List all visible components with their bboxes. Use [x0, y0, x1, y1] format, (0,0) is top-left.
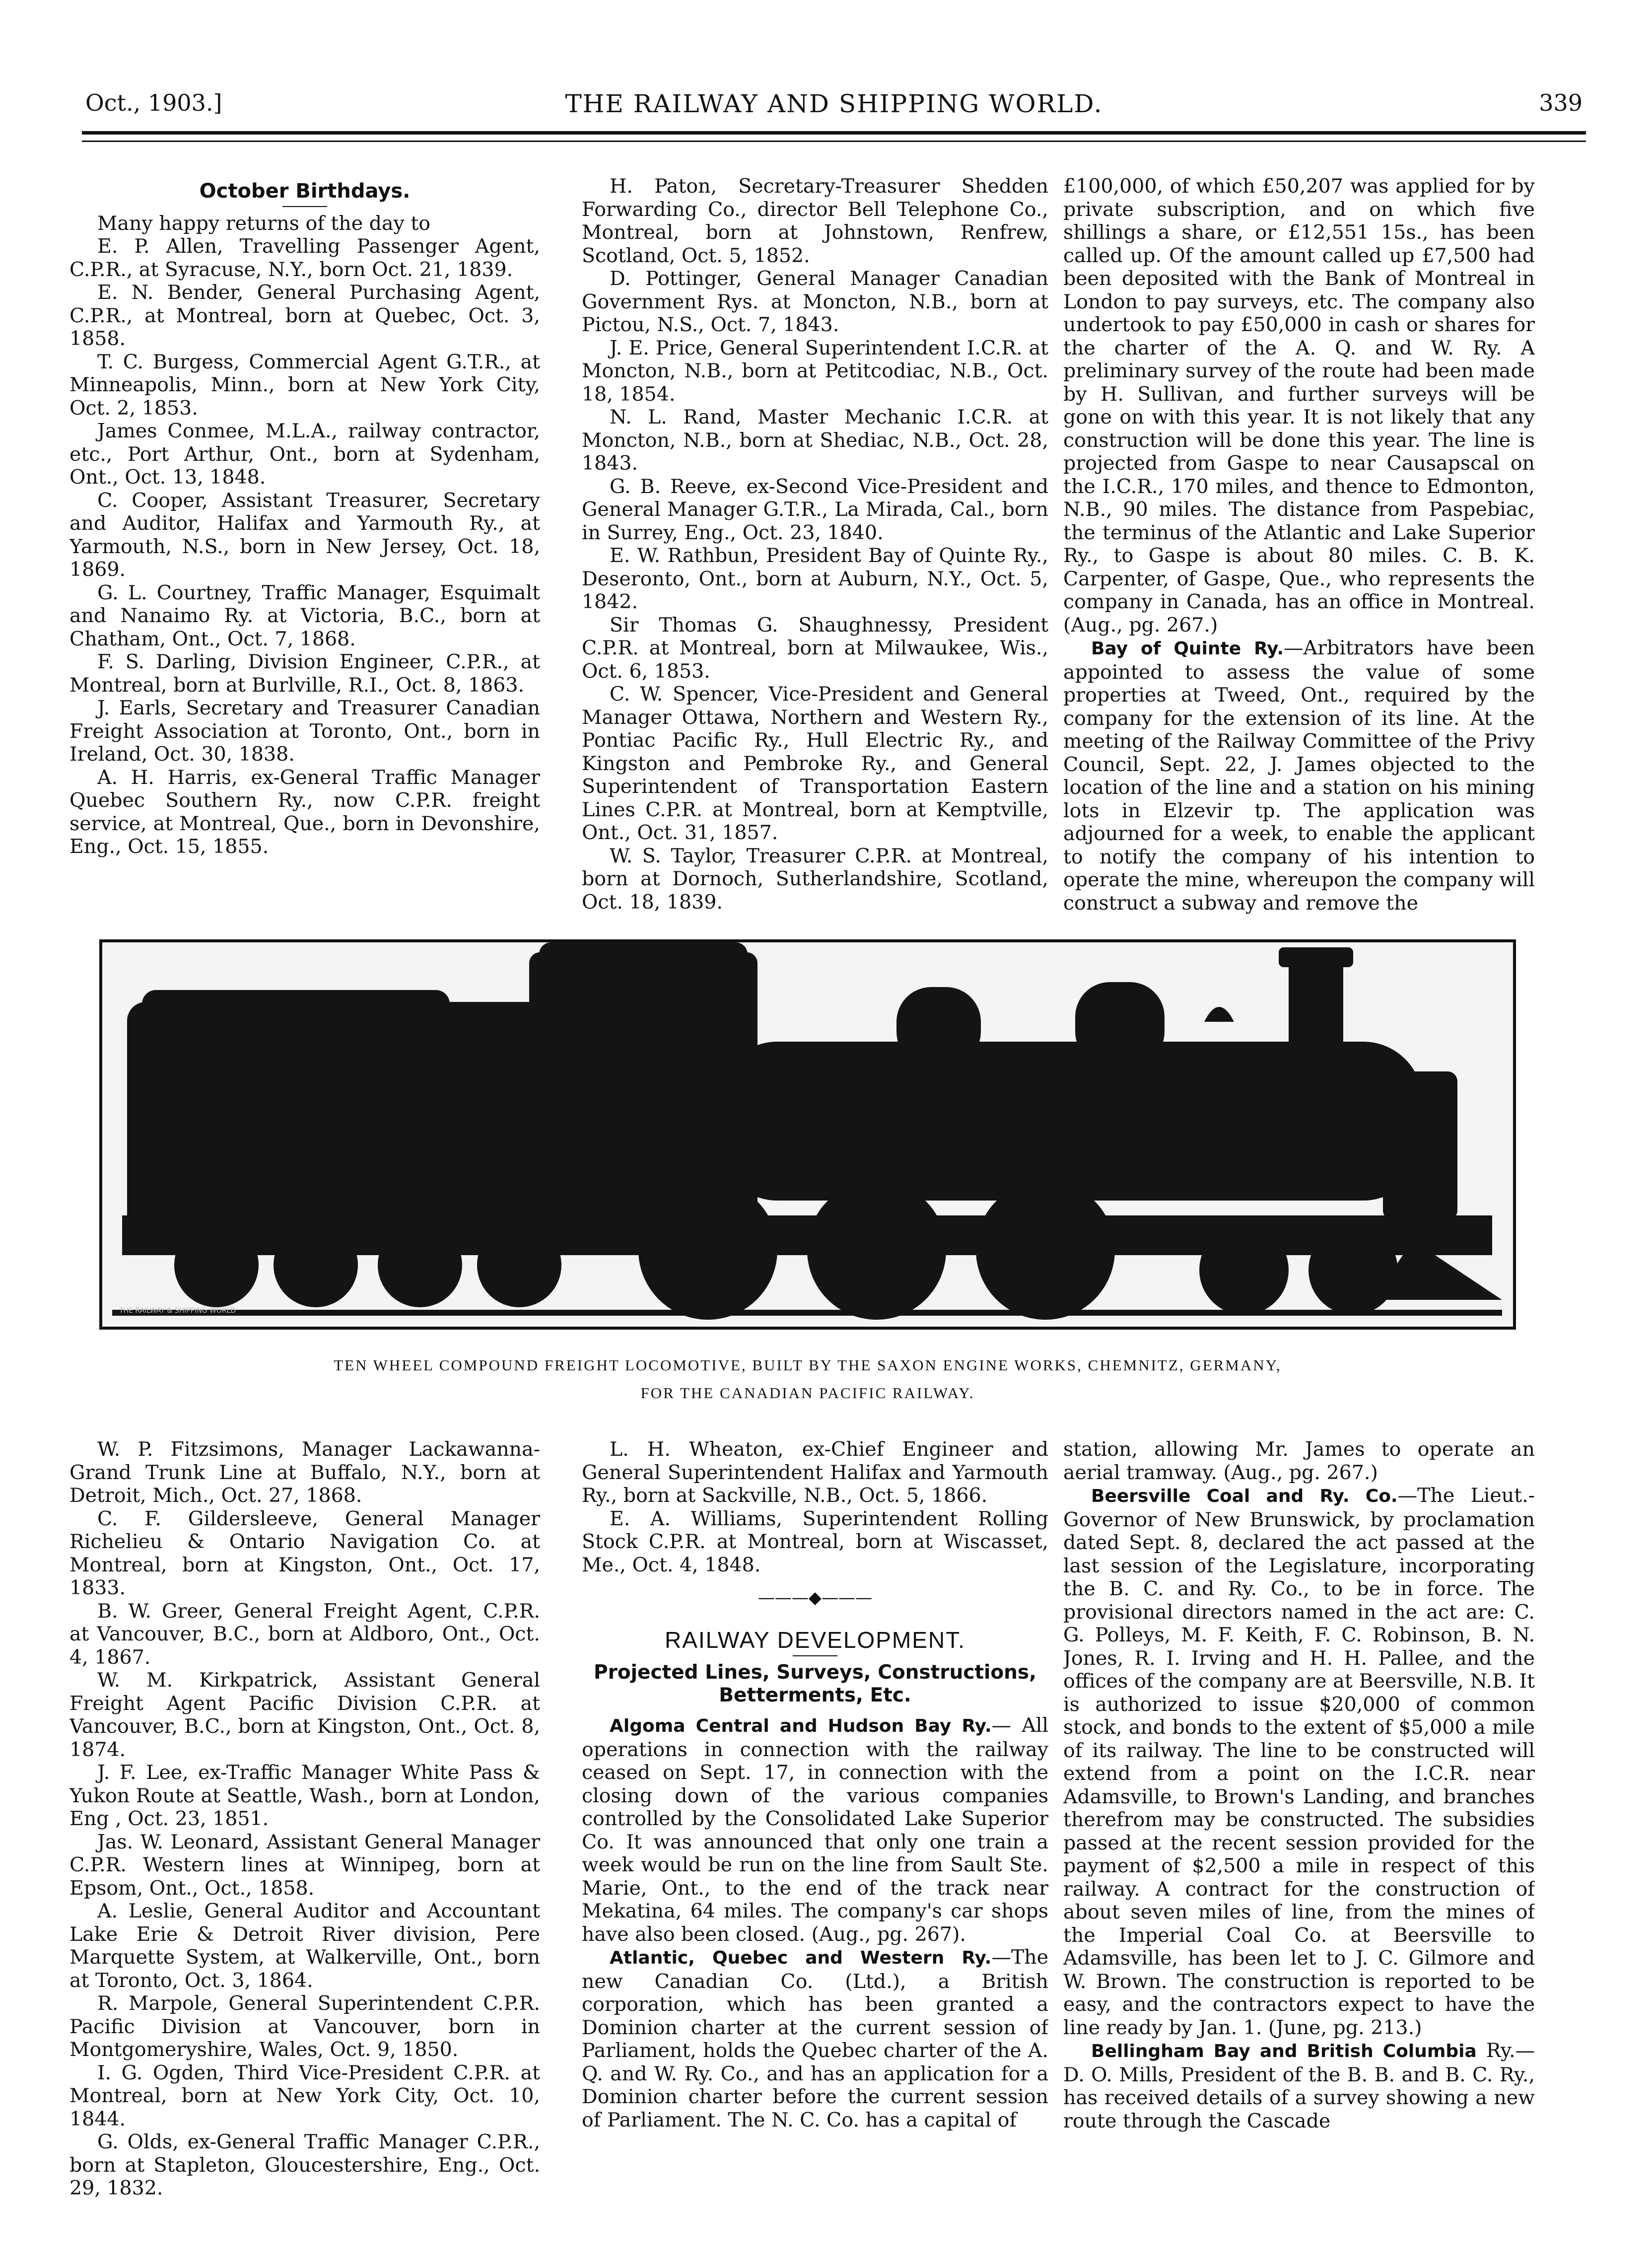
title-rule	[793, 1655, 837, 1656]
section-ornament: ———◆———	[757, 1588, 873, 1608]
algoma-item	[582, 1714, 1048, 1946]
bottom-column-3	[1063, 1438, 1535, 2247]
birthday-entry: W. M. Kirkpatrick, Assistant General Freight Agent Pacific Division C.P.R. at Vancouver, B.C., born at Kingston, Ont., Oct. 8, 1874.	[69, 1669, 540, 1761]
birthday-entry: James Conmee, M.L.A., railway contractor, etc., Port Arthur, Ont., born at Sydenham, Ont., Oct. 13, 1848.	[69, 420, 540, 489]
locomotive-illustration	[99, 939, 1516, 1330]
birthday-entry: C. Cooper, Assistant Treasurer, Secretary and Auditor, Halifax and Yarmouth Ry., at Yarmouth, N.S., born in New Jersey, Oct. 18, 1869.	[69, 489, 540, 581]
birthday-entry: W. P. Fitzsimons, Manager Lackawanna-Grand Trunk Line at Buffalo, N.Y., born at Detroit, Mich., Oct. 27, 1868.	[69, 1438, 540, 1507]
issue-date: Oct., 1903.]	[85, 89, 222, 116]
birthday-entry: H. Paton, Secretary-Treasurer Shedden Forwarding Co., director Bell Telephone Co., Montreal, born at Johnstown, Renfrew, Scotland, Oct. 5, 1852.	[582, 175, 1048, 267]
continued-paragraph: £100,000, of which £50,207 was applied for by private subscription, and on which five shillings a share, or £12,551 15s., has been called up. Of the amount called up £7,500 had been deposited with the Bank of Montreal in London to pay surveys, etc. The company also undertook to pay £50,000 in cash or shares for the charter of the A. Q. and W. Ry. A preliminary survey of the route had been made by H. Sullivan, and further surveys will be gone on with this year. It is not likely that any construction will be done this year. The line is projected from Gaspe to near Causapscal on the I.C.R., 170 miles, and thence to Edmonton, N.B., 90 miles. The distance from Paspebiac, the terminus of the Atlantic and Lake Superior Ry., to Gaspe is about 80 miles. C. B. K. Carpenter, of Gaspe, Que., who represents the company in Canada, has an office in Montreal. (Aug., pg. 267.)	[1063, 175, 1535, 637]
journal-title: THE RAILWAY AND SHIPPING WORLD.	[565, 89, 1103, 118]
figure-caption	[99, 1351, 1516, 1407]
top-column-2	[582, 175, 1048, 937]
birthday-entry: E. N. Bender, General Purchasing Agent, C.P.R., at Montreal, born at Quebec, Oct. 3, 1858.	[69, 281, 540, 350]
atlantic-item	[582, 1946, 1048, 2131]
item-text: — All operations in connection with the railway ceased on Sept. 17, in connection with the closing down of the various companies controlled by the Consolidated Lake Superior Co. It was announced that only one train a week would be run on the line from Sault Ste. Marie, Ont., to the end of the track near Mekatina, 64 miles. The company's car shops have also been closed. (Aug., pg. 267).	[582, 1714, 1048, 1946]
birthdays-title: October Birthdays.	[199, 180, 411, 203]
birthday-entry: J. E. Price, General Superintendent I.C.R. at Moncton, N.B., born at Petitcodiac, N.B., Oct. 18, 1854.	[582, 336, 1048, 406]
birthday-entry: F. S. Darling, Division Engineer, C.P.R., at Montreal, born at Burlville, R.I., Oct. 8, 1863.	[69, 650, 540, 697]
birthday-entry: A. H. Harris, ex-General Traffic Manager Quebec Southern Ry., now C.P.R. freight service, at Montreal, Que., born in Devonshire, Eng., Oct. 15, 1855.	[69, 766, 540, 858]
birthday-entry: W. S. Taylor, Treasurer C.P.R. at Montreal, born at Dornoch, Sutherlandshire, Scotland, Oct. 18, 1839.	[582, 844, 1048, 914]
birthday-entry: R. Marpole, General Superintendent C.P.R. Pacific Division at Vancouver, born in Montgomeryshire, Wales, Oct. 9, 1850.	[69, 1992, 540, 2061]
caption-line-2: FOR THE CANADIAN PACIFIC RAILWAY.	[640, 1384, 975, 1402]
birthday-entry: Sir Thomas G. Shaughnessy, President C.P.R. at Montreal, born at Milwaukee, Wis., Oct. 6, 1853.	[582, 613, 1048, 683]
title-rule	[282, 206, 327, 207]
birthday-entry: C. F. Gildersleeve, General Manager Richelieu & Ontario Navigation Co. at Montreal, born at Kingston, Ont., Oct. 17, 1833.	[69, 1507, 540, 1599]
bottom-column-2	[582, 1438, 1048, 2247]
birthday-entry: E. W. Rathbun, President Bay of Quinte Ry., Deseronto, Ont., born at Auburn, N.Y., Oct. 5, 1842.	[582, 544, 1048, 613]
birthdays-intro: Many happy returns of the day to	[97, 212, 431, 235]
locomotive-silhouette	[102, 942, 1513, 1327]
birthday-entry: A. Leslie, General Auditor and Accountant Lake Erie & Detroit River division, Pere Marquette System, at Walkerville, Ont., born at Toronto, Oct. 3, 1864.	[69, 1900, 540, 1992]
birthday-entry: Jas. W. Leonard, Assistant General Manager C.P.R. Western lines at Winnipeg, born at Epsom, Ont., Oct., 1858.	[69, 1830, 540, 1900]
item-lead: Bellingham Bay and British Columbia	[1091, 2041, 1477, 2061]
item-text: —The new Canadian Co. (Ltd.), a British corporation, which has been granted a Dominion charter at the current session of Parliament, holds the Quebec charter of the A. Q. and W. Ry. Co., and has an application for a Dominion charter before the current session of Parliament. The N. C. Co. has a capital of	[582, 1946, 1048, 2131]
birthday-entry: N. L. Rand, Master Mechanic I.C.R. at Moncton, N.B., born at Shediac, N.B., Oct. 28, 1843.	[582, 406, 1048, 475]
birthday-entry: E. P. Allen, Travelling Passenger Agent, C.P.R., at Syracuse, N.Y., born Oct. 21, 1839.	[69, 235, 540, 281]
birthday-entry: B. W. Greer, General Freight Agent, C.P.R. at Vancouver, B.C., born at Aldboro, Ont., Oct. 4, 1867.	[69, 1599, 540, 1669]
birthday-entry: T. C. Burgess, Commercial Agent G.T.R., at Minneapolis, Minn., born at New York City, Oct. 2, 1853.	[69, 350, 540, 420]
illustration-credit: THE RAILWAY & SHIPPING WORLD	[119, 1307, 236, 1315]
item-lead: Beersville Coal and Ry. Co.	[1091, 1486, 1398, 1506]
development-title: RAILWAY DEVELOPMENT.	[665, 1627, 965, 1653]
header-rule-thin	[82, 141, 1586, 142]
birthday-entry: G. L. Courtney, Traffic Manager, Esquimalt and Nanaimo Ry. at Victoria, B.C., born at Chatham, Ont., Oct. 7, 1868.	[69, 581, 540, 650]
page-header	[85, 74, 1583, 124]
birthday-entry: I. G. Ogden, Third Vice-President C.P.R. at Montreal, born at New York City, Oct. 10, 1844.	[69, 2061, 540, 2130]
bay-of-quinte-item	[1063, 637, 1535, 915]
birthday-entry: G. Olds, ex-General Traffic Manager C.P.R., born at Stapleton, Gloucestershire, Eng., Oct. 29, 1832.	[69, 2130, 540, 2199]
item-lead: Algoma Central and Hudson Bay Ry.	[610, 1716, 992, 1736]
item-lead: Bay of Quinte Ry.	[1091, 638, 1284, 659]
header-rule-thick	[82, 131, 1586, 135]
birthday-entry: J. Earls, Secretary and Treasurer Canadian Freight Association at Toronto, Ont., born in Ireland, Oct. 30, 1838.	[69, 697, 540, 766]
development-subtitle: Projected Lines, Surveys, Constructions, Betterments, Etc.	[594, 1661, 1036, 1706]
beersville-item	[1063, 1484, 1535, 2039]
item-text: —The Lieut.-Governor of New Brunswick, by proclamation dated Sept. 8, declared the act passed at the last session of the Legislature, incorporating the B. C. and Ry. Co., to be in force. The provisional directors named in the act are: C. G. Polleys, M. F. Keith, F. C. Robinson, B. N. Jones, R. I. Irving and H. H. Pallee, and the offices of the company are at Beersville, N.B. It is authorized to issue $20,000 of common stock, and bonds to the extent of $5,000 a mile of its railway. The line to be constructed will extend from a point on the I.C.R. near Adamsville, to Brown's Landing, and branches therefrom may be constructed. The subsidies passed at the recent session provided for the payment of $2,500 a mile in respect of this railway. A contract for the construction of about seven miles of line, from the mines of the Imperial Coal Co. at Beersville to Adamsville, has been let to J. C. Gilmore and W. Brown. The construction is reported to be easy, and the contractors expect to have the line ready by Jan. 1. (June, pg. 213.)	[1063, 1484, 1535, 2039]
birthday-entry: C. W. Spencer, Vice-President and General Manager Ottawa, Northern and Western Ry., Pontiac Pacific Ry., Hull Electric Ry., and Kingston and Pembroke Ry., and General Superintendent of Transportation Eastern Lines C.P.R. at Montreal, born at Kemptville, Ont., Oct. 31, 1857.	[582, 683, 1048, 844]
item-lead: Atlantic, Quebec and Western Ry.	[610, 1948, 992, 1968]
birthday-entry: L. H. Wheaton, ex-Chief Engineer and General Superintendent Halifax and Yarmouth Ry., born at Sackville, N.B., Oct. 5, 1866.	[582, 1438, 1048, 1507]
bellingham-item	[1063, 2039, 1535, 2132]
caption-line-1: TEN WHEEL COMPOUND FREIGHT LOCOMOTIVE, BUILT BY THE SAXON ENGINE WORKS, CHEMNITZ, GERMANY,	[334, 1356, 1282, 1374]
birthday-entry: J. F. Lee, ex-Traffic Manager White Pass & Yukon Route at Seattle, Wash., born at London, Eng , Oct. 23, 1851.	[69, 1761, 540, 1830]
birthday-entry: D. Pottinger, General Manager Canadian Government Rys. at Moncton, N.B., born at Pictou, N.S., Oct. 7, 1843.	[582, 267, 1048, 336]
page-number: 339	[1539, 89, 1583, 116]
birthday-entry: G. B. Reeve, ex-Second Vice-President and General Manager G.T.R., La Mirada, Cal., born in Surrey, Eng., Oct. 23, 1840.	[582, 475, 1048, 544]
birthday-entry: E. A. Williams, Superintendent Rolling Stock C.P.R. at Montreal, born at Wiscasset, Me., Oct. 4, 1848.	[582, 1507, 1048, 1576]
top-column-3	[1063, 175, 1535, 937]
item-text: Ry.—D. O. Mills, President of the B. B. and B. C. Ry., has received details of a survey showing a new route through the Cascade	[1063, 2039, 1535, 2132]
bottom-column-1	[69, 1438, 540, 2247]
item-text: —Arbitrators have been appointed to assess the value of some properties at Tweed, Ont., required by the company for the extension of its line. At the meeting of the Railway Committee of the Privy Council, Sept. 22, J. James objected to the location of the line and a station on his mining lots in Elzevir tp. The application was adjourned for a week, to enable the applicant to notify the company of his intention to operate the mine, whereupon the company will construct a subway and remove the	[1063, 637, 1535, 915]
continued-paragraph: station, allowing Mr. James to operate an aerial tramway. (Aug., pg. 267.)	[1063, 1438, 1535, 1484]
top-column-1	[69, 175, 540, 937]
